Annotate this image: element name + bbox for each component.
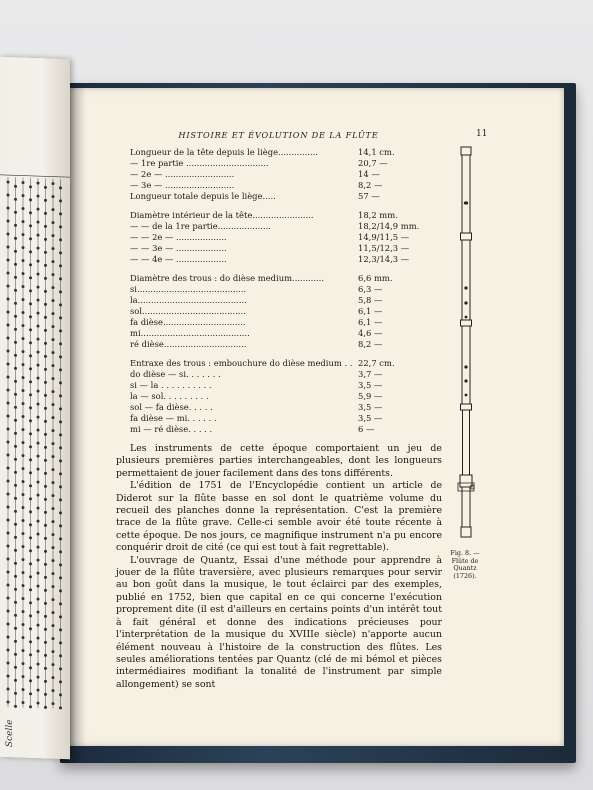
row-value: 14,1 cm. — [358, 147, 395, 157]
row-label: si — la . . . . . . . . . . — [130, 380, 212, 390]
row-value: 8,2 — — [358, 180, 383, 190]
row-value: 57 — — [358, 191, 380, 201]
page-number: 11 — [476, 129, 488, 139]
row-value: 3,5 — — [358, 402, 383, 412]
row-value: 22,7 cm. — [358, 358, 395, 368]
row-value: 14 — — [358, 169, 380, 179]
row-value: 3,5 — — [358, 380, 383, 390]
row-value: 12,3/14,3 — — [358, 254, 410, 264]
paragraph: Les instruments de cette époque comportaient un jeu de plusieurs premières parties interchangeables, dont les longueurs permettaient de jouer facilement dans des tons différents. — [116, 443, 442, 479]
row-value: 6 — — [358, 424, 375, 434]
row-label: do dièse — si. . . . . . . — [130, 369, 221, 379]
row-value: 6,1 — — [358, 317, 383, 327]
row-value: 11,5/12,3 — — [358, 243, 410, 253]
row-value: 6,3 — — [358, 284, 383, 294]
row-value: 5,9 — — [358, 391, 383, 401]
row-label: Entraxe des trous : embouchure do dièse medium . . — [130, 358, 353, 368]
paragraph: L'édition de 1751 de l'Encyclopédie contient un article de Diderot sur la flûte basse en sol dont le quatrième volume du recueil des planches donne la représentation. C'est la première trace de la flûte grave. Celle-ci semble avoir été toute récente à cette époque. De nos jours, ce magnifique instrument n'a pu encore conquérir droit de cité (ce qui est tout à fait regrettable). — [116, 480, 442, 554]
left-page-foldout — [0, 57, 70, 759]
row-value: 14,9/11,5 — — [358, 232, 410, 242]
row-label: — 1re partie ............................... — [130, 158, 269, 168]
row-label: sol....................................... — [130, 306, 246, 316]
row-label: — — 3e — ................... — [130, 243, 227, 253]
row-label: Longueur totale depuis le liège..... — [130, 191, 276, 201]
row-label: fa dièse — mi. . . . . . — [130, 413, 217, 423]
row-value: 3,5 — — [358, 413, 383, 423]
row-label: si......................................... — [130, 284, 247, 294]
row-label: Diamètre intérieur de la tête....................... — [130, 210, 314, 220]
row-label: mi — ré dièse. . . . . — [130, 424, 213, 434]
row-label: — 3e — .......................... — [130, 180, 235, 190]
margin-text: Scelle — [5, 719, 15, 748]
row-label: la......................................... — [130, 295, 247, 305]
row-label: la — sol. . . . . . . . . — [130, 391, 209, 401]
row-label: — 2e — .......................... — [130, 169, 235, 179]
row-label: — — 4e — ................... — [130, 254, 227, 264]
row-value: 8,2 — — [358, 339, 383, 349]
flute-illustration — [453, 145, 479, 545]
figure-caption: Fig. 8. — Flûte de Quantz (1726). — [450, 549, 480, 580]
row-value: 6,1 — — [358, 306, 383, 316]
foldout-chart — [0, 57, 70, 759]
row-value: 5,8 — — [358, 295, 383, 305]
row-label: sol — fa dièse. . . . . — [130, 402, 213, 412]
row-label: mi......................................... — [130, 328, 250, 338]
row-value: 18,2 mm. — [358, 210, 398, 220]
running-title: HISTOIRE ET ÉVOLUTION DE LA FLÛTE — [178, 130, 379, 140]
row-value: 6,6 mm. — [358, 273, 393, 283]
paragraph: L'ouvrage de Quantz, Essai d'une méthode pour apprendre à jouer de la flûte traversière, avec plusieurs remarques pour servir au bon goût dans la musique, le tout éclairci par des exemples, publié en 1752, bien que capital en ce qui concerne l'exécution proprement dite (il est d'ailleurs en certains points d'un intérêt tout à fait général et donne des indications précieuses pour l'interprétation de la musique du XVIIIe siècle) n'apporte aucun élément nouveau à l'histoire de la construction des flûtes. Les seules améliorations tentées par Quantz (clé de mi bémol et pièces intermédiaires modifiant la tonalité de l'instrument par simple allongement) se sont — [116, 554, 442, 690]
row-value: 3,7 — — [358, 369, 383, 379]
row-label: Diamètre des trous : do dièse medium............ — [130, 273, 324, 283]
row-label: fa dièse............................... — [130, 317, 246, 327]
row-label: Longueur de la tête depuis le liège............... — [130, 147, 318, 157]
row-value: 4,6 — — [358, 328, 383, 338]
row-value: 20,7 — — [358, 158, 388, 168]
row-label: — — de la 1re partie.................... — [130, 221, 271, 231]
row-value: 18,2/14,9 mm. — [358, 221, 420, 231]
row-label: ré dièse............................... — [130, 339, 247, 349]
body-text — [116, 443, 442, 691]
row-label: — — 2e — ................... — [130, 232, 227, 242]
